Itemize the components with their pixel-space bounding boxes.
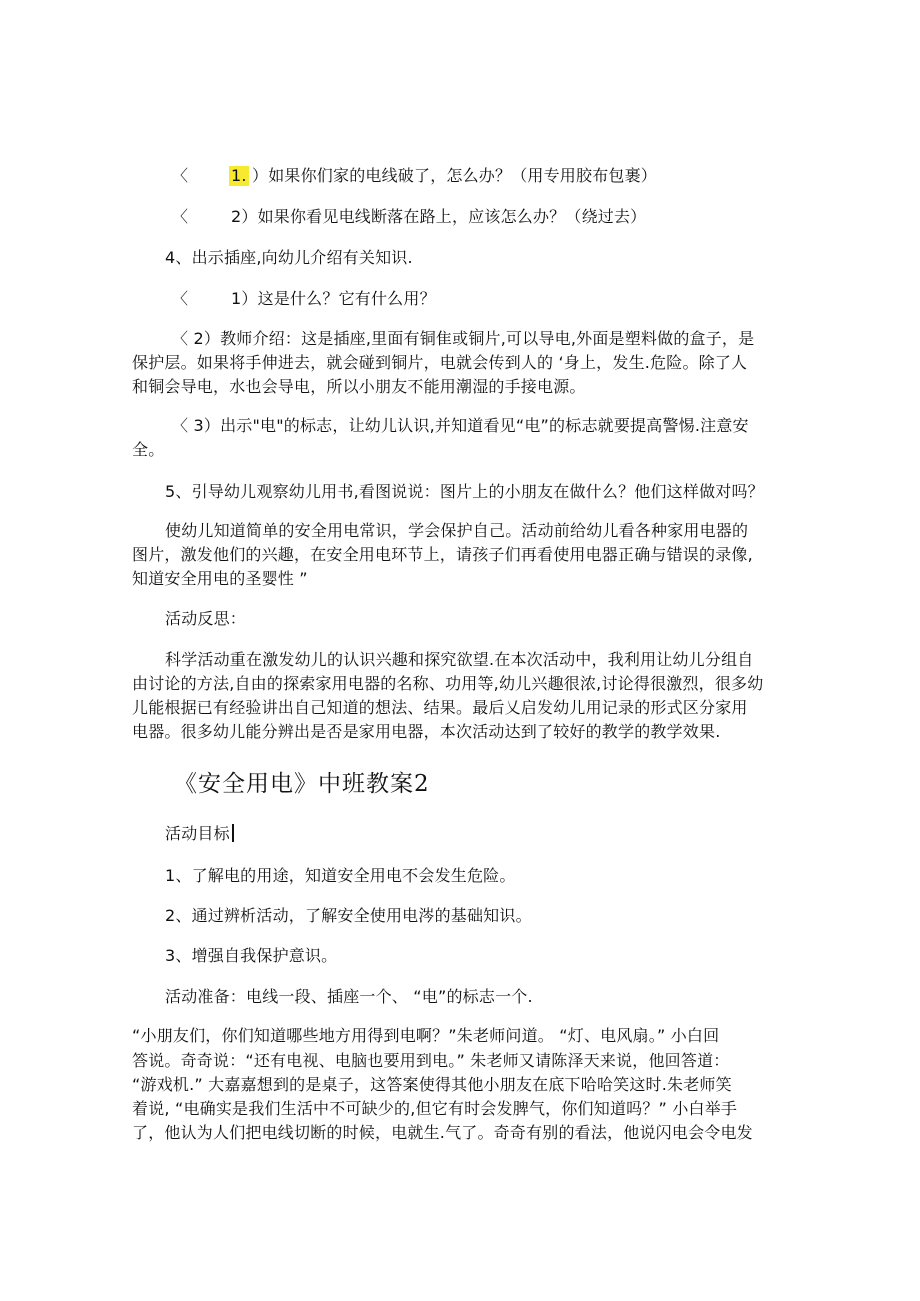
preparation: 活动准备：电线一段、插座一个、 “电”的标志一个. — [165, 987, 533, 1006]
step-4-heading: 4、出示插座,向幼儿介绍有关知识. — [165, 248, 413, 267]
step-4-question-1-text: 1）这是什么？它有什么用？ — [231, 289, 436, 308]
story-line-2: 答说。奇奇说：“还有电视、电脑也要用到电。” 朱老师又请陈泽天来说，他回答道： — [132, 1051, 730, 1070]
goal-item-1: 1、了解电的用途，知道安全用电不会发生危险。 — [165, 866, 516, 885]
story-line-1: “小朋友们，你们知道哪些地方用得到电啊？”朱老师问道。 “灯、电风扇。” 小白回 — [132, 1026, 720, 1045]
goal-item-2: 2、通过辨析活动，了解安全使用电涔的基础知识。 — [165, 906, 532, 925]
step-4-item-3-line-1: 〈 3）出示"电"的标志，让幼儿认识,并知道看见“电”的标志就要提高警惕.注意安 — [172, 416, 749, 435]
reflection-line-4: 电器。很多幼儿能分辨出是否是家用电器，本次活动达到了较好的教学的教学效果. — [132, 722, 721, 741]
goals-title-text: 活动目标 — [165, 824, 230, 843]
summary-line-2: 图片，激发他们的兴趣，在安全用电环节上，请孩子们再看使用电器正确与错误的录像, — [132, 545, 753, 564]
goal-item-3: 3、增强自我保护意识。 — [165, 946, 338, 965]
question-1-number: 1. — [231, 166, 247, 185]
step-4-item-2-line-3: 和铜会导电，水也会导电，所以小朋友不能用潮湿的手接电源。 — [132, 377, 586, 396]
story-line-5: 了，他认为人们把电线切断的时候，电就生.气了。奇奇有别的看法，他说闪电会令电发 — [132, 1123, 753, 1142]
question-2-text: 2）如果你看见电线断落在路上，应该怎么办？（绕过去） — [231, 207, 647, 226]
reflection-title: 活动反思： — [165, 609, 247, 628]
goals-title — [165, 824, 234, 844]
section-2-title: 《安全用电》中班教案2 — [174, 771, 430, 797]
reflection-line-2: 由讨论的方法,自由的探索家用电器的名称、功用等,幼儿兴趣很浓,讨论得很激烈，很多幼 — [132, 674, 764, 693]
reflection-line-3: 儿能根据已有经验讲出自己知道的想法、结果。最后乂启发幼儿用记录的形式区分家用 — [132, 698, 748, 717]
question-1-text: ）如果你们家的电线破了，怎么办？（用专用胶布包裹） — [252, 166, 658, 185]
reflection-line-1: 科学活动重在激发幼儿的认识兴趣和探究欲望.在本次活动中，我利用让幼儿分组自 — [165, 650, 754, 669]
summary-line-1: 使幼儿知道简单的安全用电常识，学会保护自己。活动前给幼儿看各种家用电器的 — [165, 521, 749, 540]
step-5: 5、引导幼儿观察幼儿用书,看图说说：图片上的小朋友在做什么？他们这样做对吗？ — [165, 482, 764, 501]
text-cursor — [232, 824, 234, 842]
step-4-item-2-line-1: 〈 2）教师介绍：这是插座,里面有铜隹或铜片,可以导电,外面是塑料做的盒子，是 — [172, 329, 755, 348]
summary-line-3: 知道安全用电的圣婴性 ” — [132, 569, 308, 588]
question-1-bracket: 〈 — [172, 166, 189, 185]
story-line-3: “游戏机.” 大嘉嘉想到的是桌子，这答案使得其他小朋友在底下哈哈笑这时.朱老师笑 — [132, 1075, 732, 1094]
step-4-item-3-line-2: 全。 — [132, 440, 165, 459]
question-2-bracket: 〈 — [172, 207, 189, 226]
story-line-4: 着说, “电确实是我们生活中不可缺少的,但它有时会发脾气，你们知道吗？” 小白举手 — [132, 1099, 738, 1118]
step-4-question-1-bracket: 〈 — [172, 289, 189, 308]
step-4-item-2-line-2: 保护层。如果将手伸进去，就会碰到铜片，电就会传到人的 ‘身上，发生.危险。除了人 — [132, 353, 748, 372]
